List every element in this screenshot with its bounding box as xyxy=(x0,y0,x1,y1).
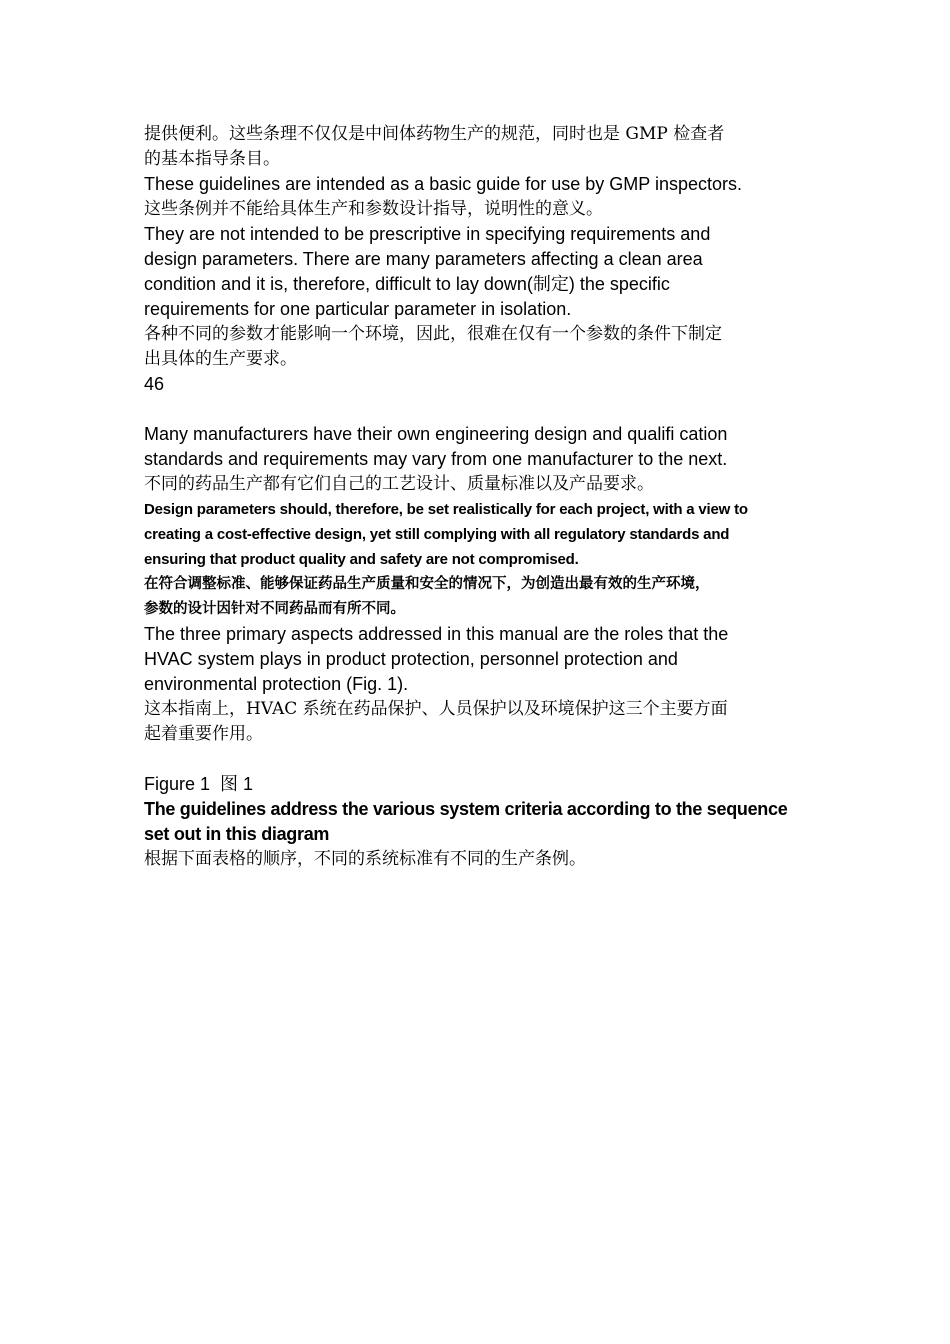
bold-paragraph-line: creating a cost-effective design, yet still complying with all regulatory standards and xyxy=(144,526,730,543)
document-body xyxy=(144,122,804,872)
bold-paragraph-line: 参数的设计因针对不同药品而有所不同。 xyxy=(144,601,405,617)
figure-label: Figure 1 图 1 xyxy=(144,774,254,794)
paragraph-line: Many manufacturers have their own engineering design and qualifi cation xyxy=(144,424,728,444)
paragraph-line: 根据下面表格的顺序，不同的系统标准有不同的生产条例。 xyxy=(144,849,586,869)
blank-line xyxy=(144,397,804,422)
paragraph-line: They are not intended to be prescriptive in specifying requirements and xyxy=(144,224,711,244)
bold-paragraph-line: ensuring that product quality and safety are not compromised. xyxy=(144,551,579,568)
paragraph-line: 的基本指导条目。 xyxy=(144,149,280,169)
blank-line xyxy=(144,747,804,772)
paragraph-line: These guidelines are intended as a basic guide for use by GMP inspectors. xyxy=(144,174,743,194)
paragraph-line: standards and requirements may vary from one manufacturer to the next. xyxy=(144,449,728,469)
paragraph-line: condition and it is, therefore, difficult to lay down(制定) the specific xyxy=(144,274,670,294)
paragraph-line: 出具体的生产要求。 xyxy=(144,349,297,369)
paragraph-line: 这些条例并不能给具体生产和参数设计指导，说明性的意义。 xyxy=(144,199,603,219)
paragraph-line: HVAC system plays in product protection, personnel protection and xyxy=(144,649,678,669)
paragraph-line: requirements for one particular parameter in isolation. xyxy=(144,299,572,319)
paragraph-line: 各种不同的参数才能影响一个环境，因此，很难在仅有一个参数的条件下制定 xyxy=(144,324,722,344)
page-number-marker: 46 xyxy=(144,374,165,394)
paragraph-line: design parameters. There are many parameters affecting a clean area xyxy=(144,249,703,269)
figure-caption-line: set out in this diagram xyxy=(144,824,330,844)
paragraph-line: 这本指南上，HVAC 系统在药品保护、人员保护以及环境保护这三个主要方面 xyxy=(144,699,728,719)
paragraph-line: 起着重要作用。 xyxy=(144,724,263,744)
bold-paragraph-line: 在符合调整标准、能够保证药品生产质量和安全的情况下，为创造出最有效的生产环境， xyxy=(144,576,710,592)
paragraph-line: The three primary aspects addressed in this manual are the roles that the xyxy=(144,624,729,644)
figure-caption-line: The guidelines address the various system criteria according to the sequence xyxy=(144,799,788,819)
bold-paragraph-line: Design parameters should, therefore, be set realistically for each project, with a view to xyxy=(144,501,748,518)
paragraph-line: 提供便利。这些条理不仅仅是中间体药物生产的规范，同时也是 GMP 检查者 xyxy=(144,124,725,144)
paragraph-line: environmental protection (Fig. 1). xyxy=(144,674,409,694)
paragraph-line: 不同的药品生产都有它们自己的工艺设计、质量标准以及产品要求。 xyxy=(144,474,654,494)
